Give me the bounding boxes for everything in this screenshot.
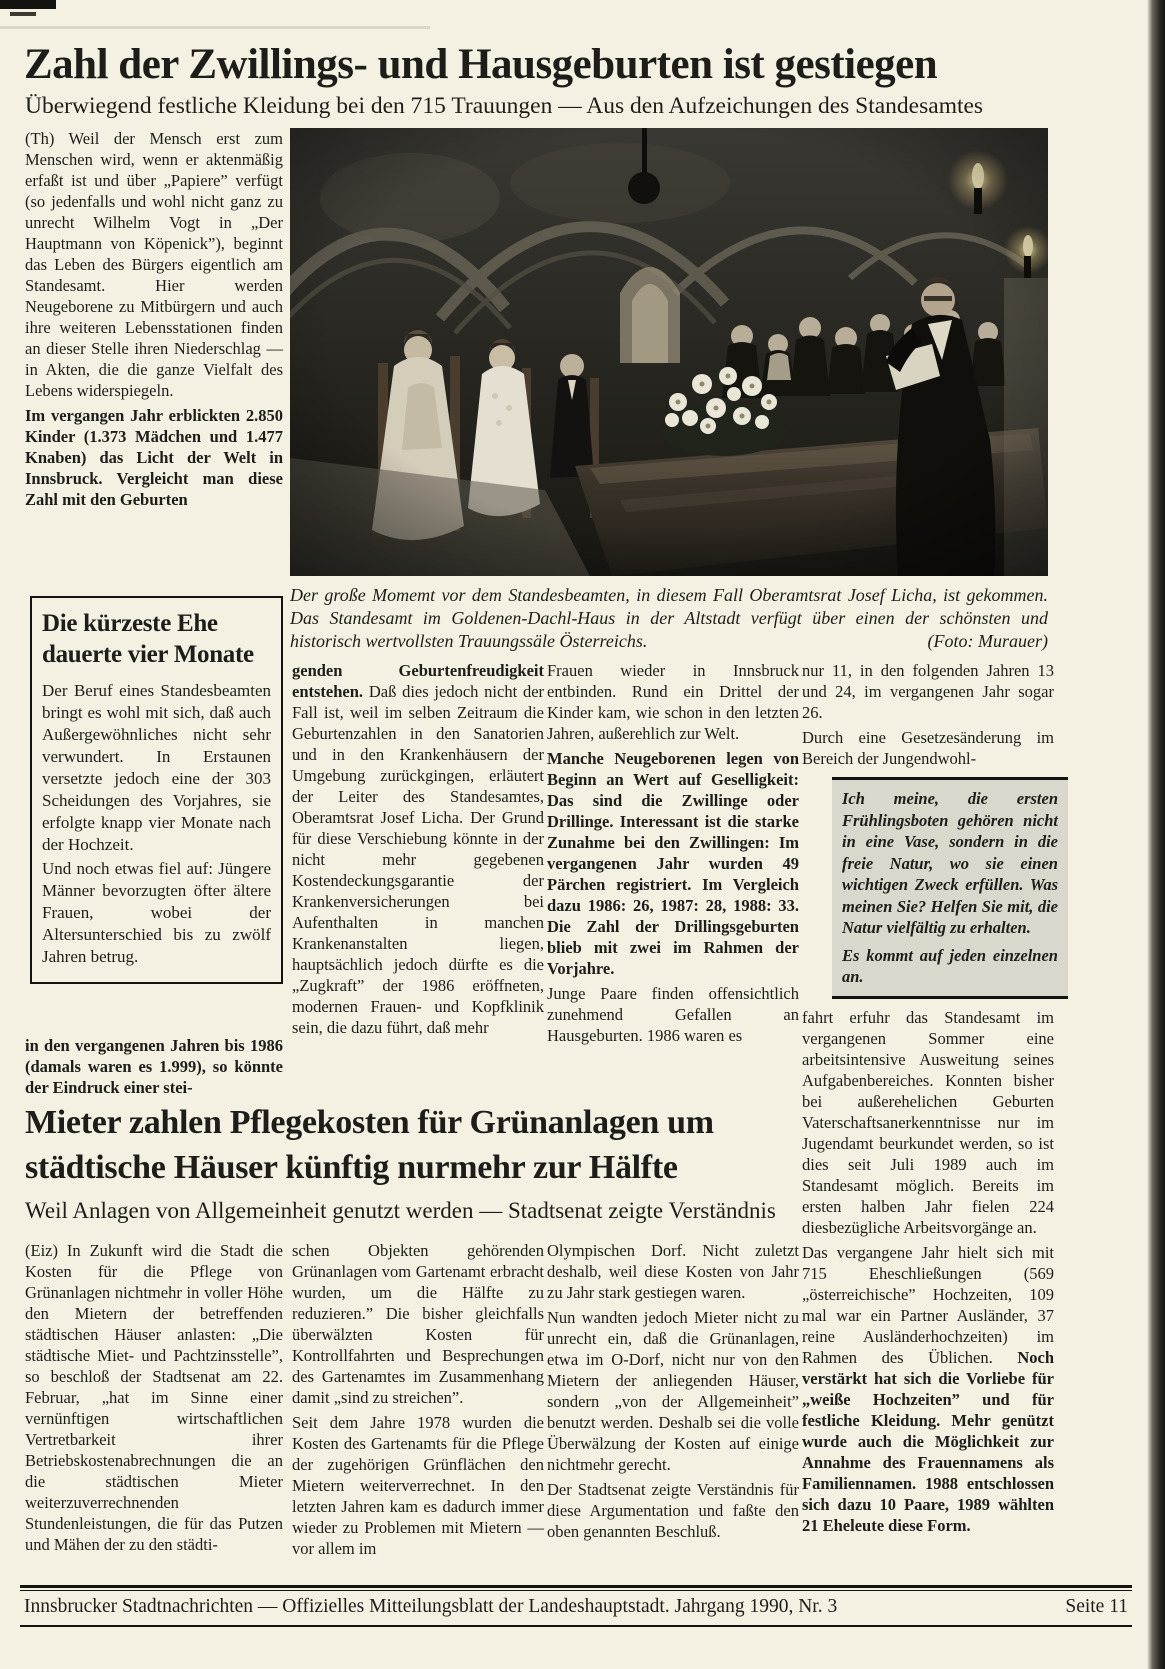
article1-column3: [547, 660, 799, 1046]
article1-column4-paragraph: Das vergangene Jahr hielt sich mit 715 Eheschließungen (569 „österreichische” Hochzeiten, 109 mal war ein Partner Ausländer, 37 reine Ausländerhochzeiten) im Rahmen des Üblichen. Noch verstärkt hat sich die Vorliebe für „weiße Hochzeiten” und für festliche Kleidung. Mehr genützt wurde auch die Möglichkeit zur Annahme des Frauennamens als Familiennamen. 1988 entschlossen sich dazu 10 Paare, 1989 wählten 21 Eheleute diese Form.: [802, 1242, 1054, 1535]
article1-column2-lead-bold: genden Geburtenfreudigkeit entstehen.: [292, 661, 544, 701]
footer-page-number: Seite 11: [1065, 1596, 1128, 1617]
article1-column4-bold: Noch verstärkt hat sich die Vorliebe für „weiße Hochzeiten” und für festliche Kleidung. Mehr genützt wurde auch die Möglichkeit zur Annahme des Frauennamens als Familiennamen. 1988 entschlossen sich dazu 10 Paare, 1989 wählten 21 Eheleute diese Form.: [802, 1347, 1054, 1535]
article1-column4-paragraph: fahrt erfuhr das Standesamt im vergangenen Sommer eine arbeitsintensive Ausweitung seines Aufgabenbereiches. Konnten bisher bei außerehelichen Geburten Vaterschaftsanerkenntnisse nur im Jugendamt beurkundet werden, so ist dies seit Juli 1989 auch im Standesamt möglich. Bereits im ersten halben Jahr fielen 224 diesbezügliche Arbeitsvorgänge an.: [802, 1007, 1054, 1237]
article1-continuation-bold: in den vergangenen Jahren bis 1986 (damals waren es 1.999), so könnte der Eindruck einer stei-: [25, 1036, 283, 1097]
nature-appeal-text: Ich meine, die ersten Frühlingsboten gehören nicht in eine Vase, sondern in die freie Natur, wo sie einen wichtigen Zweck erfüllen. Was meinen Sie? Helfen Sie mit, die Natur vielfältig zu erhalten.: [842, 789, 1058, 937]
nature-appeal-box: [832, 777, 1068, 999]
page-footer: [20, 1585, 1132, 1627]
article1-intro-column: [25, 128, 283, 510]
article1-column3-paragraph: Frauen wieder in Innsbruck entbinden. Rund ein Drittel der Kinder kam, wie schon in den letzten Jahren, außerehlich zur Welt.: [547, 661, 799, 743]
scan-mark: [10, 12, 36, 16]
shortest-marriage-box: [30, 596, 283, 984]
article2-column3-paragraph: Olympischen Dorf. Nicht zuletzt deshalb, weil diese Kosten von Jahr zu Jahr stark gestiegen waren.: [547, 1241, 799, 1302]
wedding-ceremony-photo-art: [290, 128, 1048, 576]
article1-column4: [802, 660, 1058, 1536]
article2-column3-paragraph: Nun wandten jedoch Mieter nicht zu unrecht ein, daß die Grünanlagen, etwa im O-Dorf, nicht nur von den Mietern der anliegenden Häuser, sondern „von der Allgemeinheit” benutzt werden. Deshalb sei die volle Überwälzung der Kosten auf einige nichtmehr gerecht.: [547, 1308, 799, 1474]
article2-column2: [292, 1240, 544, 1559]
footer-publication-line: Innsbrucker Stadtnachrichten — Offizielles Mitteilungsblatt der Landeshauptstadt. Jahrgang 1990, Nr. 3: [24, 1596, 838, 1617]
article2-column3: [547, 1240, 799, 1542]
scan-edge-shadow: [1147, 0, 1165, 1669]
article2-column1: [25, 1240, 283, 1555]
article2-subheadline: Weil Anlagen von Allgemeinheit genutzt werden — Stadtsenat zeigte Verständnis: [25, 1198, 776, 1223]
wedding-ceremony-photo: [290, 128, 1048, 576]
nature-appeal-closing: Es kommt auf jeden einzelnen an.: [842, 945, 1058, 986]
photo-caption-text: Der große Momemt vor dem Standesbeamten, in diesem Fall Oberamtsrat Josef Licha, ist gekommen. Das Standesamt im Goldenen-Dachl-Haus in der Altstadt verfügt über einen der schönsten und historisch wertvollsten Trauungssäle Österreichs.: [290, 585, 1048, 651]
article1-column4-paragraph: Durch eine Gesetzesänderung im Bereich der Jungendwohl-: [802, 728, 1054, 768]
article2-column2-paragraph: Seit dem Jahre 1978 wurden die Kosten des Gartenamts für die Pflege der zugehörigen Grünflächen den Mietern weiterverrechnet. In den letzten Jahren kam es dadurch immer wieder zu Problemen mit Mietern — vor allem im: [292, 1413, 544, 1558]
photo-credit: (Foto: Murauer): [927, 631, 1048, 651]
shortest-marriage-box-paragraph: Der Beruf eines Standesbeamten bringt es wohl mit sich, daß auch Außergewöhnliches nicht sehr verwundert. In Erstaunen versetzte jedoch eine der 303 Scheidungen des Vorjahres, sie erfolgte knapp vier Monate nach der Hochzeit.: [42, 681, 271, 854]
scan-smudge: [0, 26, 430, 29]
article2-column2-paragraph: schen Objekten gehörenden Grünanlagen vom Gartenamt erbracht wurden, um die Hälfte zu reduzieren.” Die bisher gleichfalls überwälzten Kosten für Kontrollfahrten und Besprechungen des Gartenamtes im Zusammenhang damit „sind zu streichen”.: [292, 1241, 544, 1407]
article1-headline: Zahl der Zwillings- und Hausgeburten ist gestiegen: [24, 41, 938, 88]
article1-subheadline: Überwiegend festliche Kleidung bei den 715 Trauungen — Aus den Aufzeichungen des Standesamtes: [25, 93, 984, 119]
shortest-marriage-box-title: Die kürzeste Ehe dauerte vier Monate: [42, 610, 254, 668]
photo-caption: [290, 584, 1048, 653]
article1-column3-paragraph: Junge Paare finden offensichtlich zunehmend Gefallen an Hausgeburten. 1986 waren es: [547, 984, 799, 1045]
article2-headline: Mieter zahlen Pflegekosten für Grünanlagen um städtische Häuser künftig nurmehr zur Hälfte: [25, 1104, 714, 1186]
article2-column3-paragraph: Der Stadtsenat zeigte Verständnis für diese Argumentation und faßte den oben genannten Beschluß.: [547, 1480, 799, 1541]
article1-intro-bold-paragraph: Im vergangen Jahr erblickten 2.850 Kinder (1.373 Mädchen und 1.477 Knaben) das Licht der Welt in Innsbruck. Vergleicht man diese Zahl mit den Geburten: [25, 406, 283, 509]
article1-intro-paragraph: (Th) Weil der Mensch erst zum Menschen wird, wenn er aktenmäßig erfaßt ist und über „Papiere” verfügt (so jedenfalls und wohl nicht ganz zu unrecht Wilhelm Vogt in „Der Hauptmann von Köpenick”), beginnt das Leben des Bürgers eigentlich am Standesamt. Hier werden Neugeborene zu Mitbürgern und auch ihre weiteren Lebensstationen finden an dieser Stelle ihren Niederschlag — in Akten, die die ganze Vielfalt des Lebens widerspiegeln.: [25, 129, 283, 400]
scan-mark: [0, 0, 56, 9]
article1-column2-paragraph: genden Geburtenfreudigkeit entstehen. Daß dies jedoch nicht der Fall ist, weil im selben Zeitraum die Geburtenzahlen in den Sanatorien und in den Krankenhäusern der Umgebung zurückgingen, erläutert der Leiter des Standesamtes, Oberamtsrat Josef Licha. Der Grund für diese Verschiebung könnte in der nicht mehr gegebenen Kostendeckungsgarantie der Krankenversicherungen bei Aufenthalten in manchen Krankenanstalten liegen, hauptsächlich jedoch dürfte es die „Zugkraft” der 1986 eröffneten, modernen Frauen- und Kopfklinik sein, die dazu führt, daß mehr: [292, 661, 545, 1037]
article2-column1-paragraph: (Eiz) In Zukunft wird die Stadt die Kosten für die Pflege von Grünanlagen nichtmehr in voller Höhe den Mietern der betreffenden städtischen Häuser anlasten: „Die städtische Miet- und Pachtzinsstelle”, so beschloß der Stadtsenat am 22. Februar, „hat im Sinne einer vernünftigen wirtschaftlichen Vertretbarkeit ihrer Betriebskostenabrechnungen die an die städtischen Mieter weiterzuverrechnenden Stundenleistungen, die für das Putzen und Mähen der zu den städti-: [25, 1241, 283, 1554]
shortest-marriage-box-paragraph: Und noch etwas fiel auf: Jüngere Männer bevorzugten öfter ältere Frauen, wobei der Altersunterschied bis zu zwölf Jahren betrug.: [42, 859, 271, 966]
article1-column4-paragraph: nur 11, in den folgenden Jahren 13 und 24, im vergangenen Jahr sogar 26.: [802, 661, 1054, 722]
article1-column2: [292, 660, 544, 1038]
article1-column3-bold-paragraph: Manche Neugeborenen legen von Beginn an Wert auf Geselligkeit: Das sind die Zwillinge oder Drillinge. Interessant ist die starke Zunahme bei den Zwillingen: Im vergangenen Jahr wurden 49 Pärchen registriert. Im Vergleich dazu 1986: 26, 1987: 28, 1988: 33. Die Zahl der Drillingsgeburten blieb mit zwei im Rahmen der Vorjahre.: [547, 749, 799, 978]
